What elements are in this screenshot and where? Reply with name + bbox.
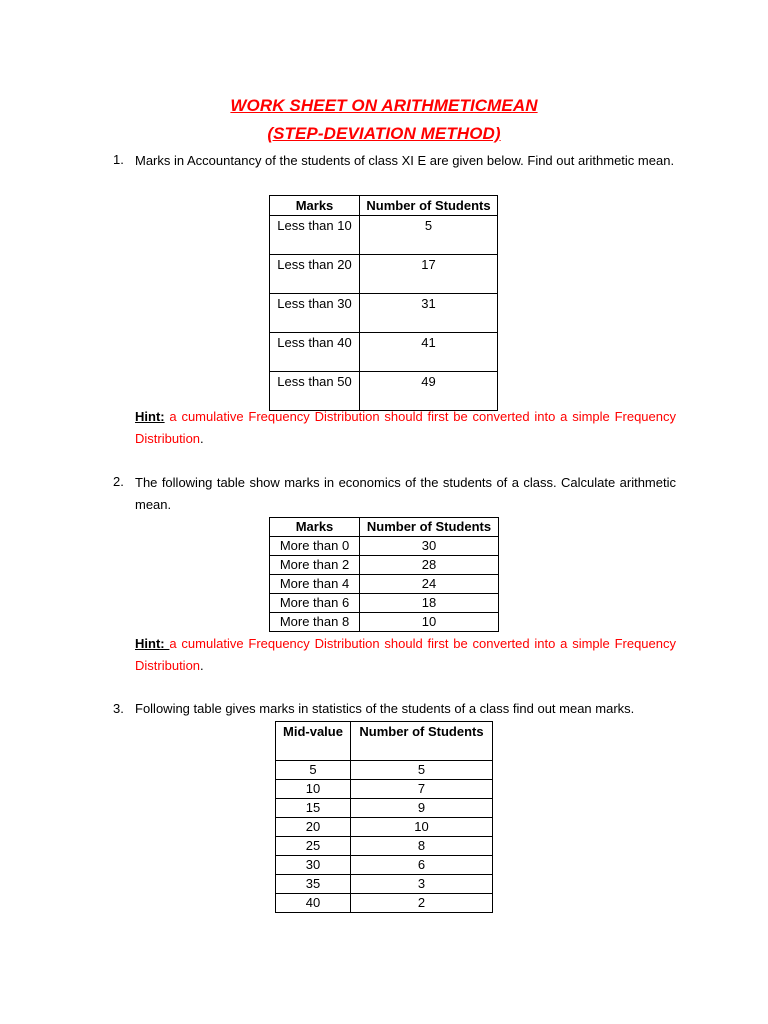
cell-students: 30 bbox=[360, 537, 499, 556]
table-row bbox=[276, 875, 493, 894]
hint-label: Hint: bbox=[135, 409, 165, 424]
cell-mid-value: 40 bbox=[276, 894, 351, 913]
header-marks: Marks bbox=[270, 518, 360, 537]
table-row bbox=[276, 894, 493, 913]
question-3-text: Following table gives marks in statistics of the students of a class find out mean marks. bbox=[135, 701, 635, 716]
cell-marks: Less than 10 bbox=[270, 216, 360, 255]
worksheet-title: WORK SHEET ON ARITHMETICMEAN bbox=[230, 96, 538, 115]
question-2-table bbox=[269, 517, 499, 632]
table-header-row bbox=[270, 196, 498, 216]
cell-students: 31 bbox=[360, 294, 498, 333]
hint-label: Hint: bbox=[135, 636, 170, 651]
cell-students: 7 bbox=[351, 780, 493, 799]
header-number-of-students: Number of Students bbox=[360, 518, 499, 537]
cell-mid-value: 25 bbox=[276, 837, 351, 856]
table-row bbox=[270, 216, 498, 255]
question-1-text: Marks in Accountancy of the students of class XI E are given below. Find out arithmetic mean. bbox=[135, 153, 675, 168]
cell-students: 3 bbox=[351, 875, 493, 894]
cell-marks: Less than 30 bbox=[270, 294, 360, 333]
table-row bbox=[270, 294, 498, 333]
cell-marks: More than 8 bbox=[270, 613, 360, 632]
table-row bbox=[276, 799, 493, 818]
header-number-of-students: Number of Students bbox=[360, 196, 498, 216]
cell-students: 8 bbox=[351, 837, 493, 856]
question-1-hint bbox=[135, 406, 676, 450]
cell-marks: More than 2 bbox=[270, 556, 360, 575]
cell-students: 6 bbox=[351, 856, 493, 875]
table-row bbox=[270, 575, 499, 594]
question-2-text: The following table show marks in economics of the students of a class. Calculate arithmetic mean. bbox=[135, 475, 676, 512]
question-2-number: 2. bbox=[113, 474, 124, 489]
question-3-table bbox=[275, 721, 493, 913]
cell-marks: More than 6 bbox=[270, 594, 360, 613]
cell-students: 41 bbox=[360, 333, 498, 372]
cell-mid-value: 15 bbox=[276, 799, 351, 818]
table-row bbox=[270, 594, 499, 613]
cell-students: 24 bbox=[360, 575, 499, 594]
table-row bbox=[270, 333, 498, 372]
question-1-number: 1. bbox=[113, 152, 124, 167]
cell-marks: Less than 40 bbox=[270, 333, 360, 372]
table-row bbox=[270, 613, 499, 632]
question-2-hint bbox=[135, 633, 676, 677]
hint-text: a cumulative Frequency Distribution should first be converted into a simple Frequency Distribution bbox=[135, 409, 676, 446]
hint-period: . bbox=[200, 658, 204, 673]
table-row bbox=[276, 837, 493, 856]
cell-students: 10 bbox=[360, 613, 499, 632]
cell-mid-value: 20 bbox=[276, 818, 351, 837]
cell-marks: More than 0 bbox=[270, 537, 360, 556]
hint-text: a cumulative Frequency Distribution should first be converted into a simple Frequency Distribution bbox=[135, 636, 676, 673]
table-row bbox=[270, 556, 499, 575]
question-3-number: 3. bbox=[113, 701, 124, 716]
question-1-table bbox=[269, 195, 498, 411]
cell-students: 28 bbox=[360, 556, 499, 575]
table-row bbox=[276, 818, 493, 837]
header-marks: Marks bbox=[270, 196, 360, 216]
cell-students: 49 bbox=[360, 372, 498, 411]
cell-marks: More than 4 bbox=[270, 575, 360, 594]
cell-mid-value: 30 bbox=[276, 856, 351, 875]
table-row bbox=[270, 255, 498, 294]
table-row bbox=[270, 372, 498, 411]
cell-students: 5 bbox=[360, 216, 498, 255]
cell-mid-value: 5 bbox=[276, 761, 351, 780]
table-row bbox=[276, 780, 493, 799]
cell-students: 10 bbox=[351, 818, 493, 837]
table-row bbox=[276, 761, 493, 780]
header-number-of-students: Number of Students bbox=[351, 722, 493, 761]
cell-students: 9 bbox=[351, 799, 493, 818]
cell-mid-value: 10 bbox=[276, 780, 351, 799]
cell-marks: Less than 20 bbox=[270, 255, 360, 294]
table-row bbox=[276, 856, 493, 875]
table-header-row bbox=[270, 518, 499, 537]
cell-students: 2 bbox=[351, 894, 493, 913]
cell-marks: Less than 50 bbox=[270, 372, 360, 411]
table-header-row bbox=[276, 722, 493, 761]
worksheet-subtitle: (STEP-DEVIATION METHOD) bbox=[267, 124, 501, 143]
cell-students: 17 bbox=[360, 255, 498, 294]
table-row bbox=[270, 537, 499, 556]
cell-mid-value: 35 bbox=[276, 875, 351, 894]
cell-students: 18 bbox=[360, 594, 499, 613]
hint-period: . bbox=[200, 431, 204, 446]
header-mid-value: Mid-value bbox=[276, 722, 351, 761]
cell-students: 5 bbox=[351, 761, 493, 780]
